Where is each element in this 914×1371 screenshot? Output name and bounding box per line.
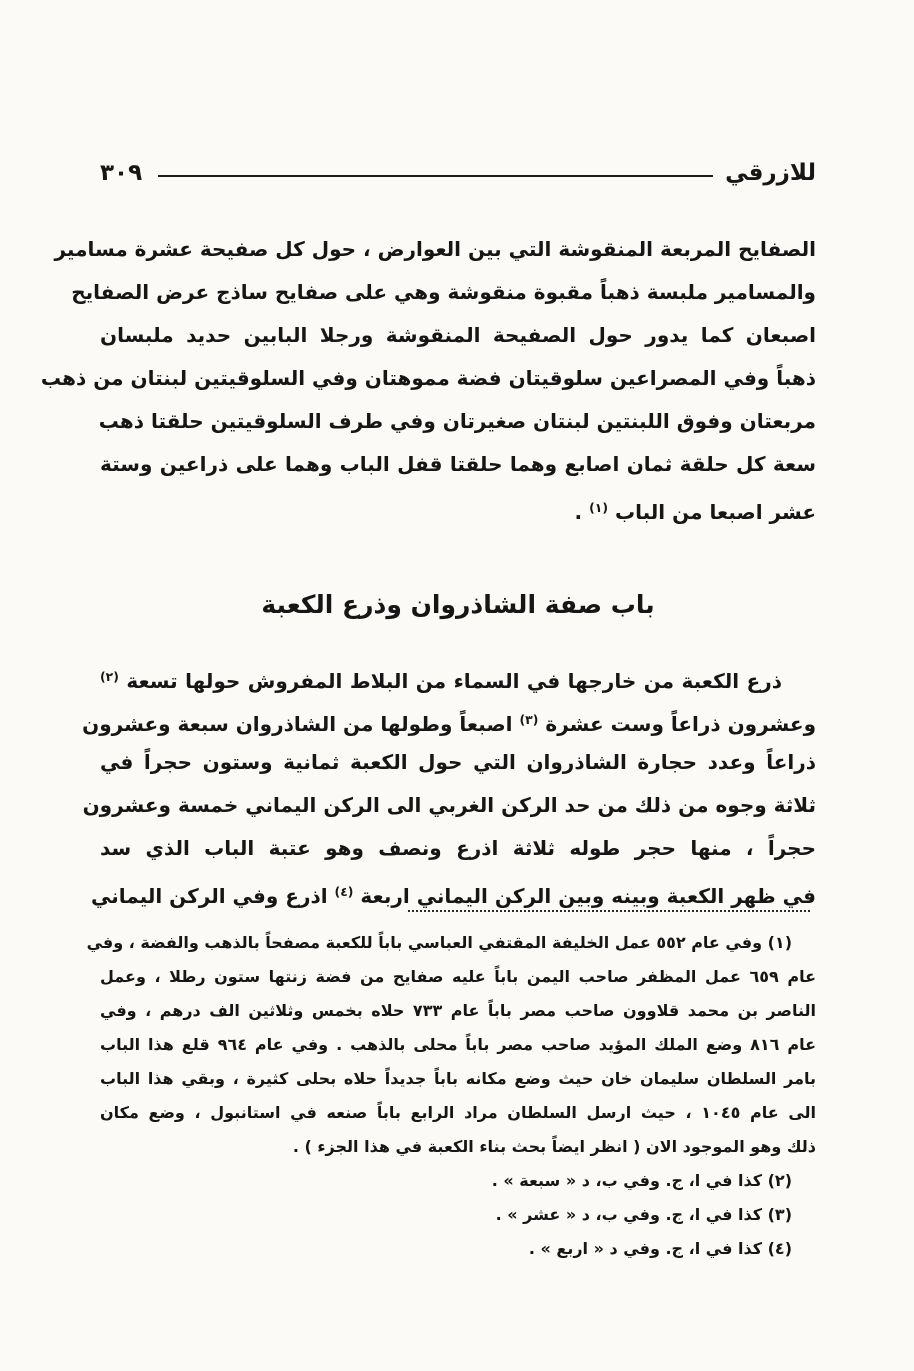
- section-heading: باب صفة الشاذروان وذرع الكعبة: [261, 590, 655, 619]
- text-line: سعة كل حلقة ثمان اصابع وهما حلقتا قفل الباب وهما على ذراعين وستة: [100, 452, 816, 476]
- text-line: اصبعان كما يدور حول الصفيحة المنقوشة ورجلا البابين حديد ملبسان: [100, 323, 816, 347]
- text-line: ثلاثة وجوه من ذلك من حد الركن الغربي الى الركن اليماني خمسة وعشرون: [82, 793, 816, 817]
- running-title: للازرقي: [725, 160, 816, 186]
- footnote-1-line: الى عام ١٠٤٥ ، حيث ارسل السلطان مراد الرابع باباً صنعه في استانبول ، وضع مكان: [100, 1103, 817, 1122]
- footnote-reference: (١): [589, 500, 609, 515]
- footnote-separator: [408, 910, 810, 912]
- text-line: عشر اصبعا من الباب $^{(١)}$ .: [574, 499, 816, 524]
- footnote-3: (٣) كذا في ا، ج. وفي ب، د « عشر » .: [495, 1205, 792, 1224]
- body-paragraph-2: [82, 655, 816, 913]
- text-line: ذراعاً وعدد حجارة الشاذروان التي حول الكعبة ثمانية وستون حجراً في: [100, 750, 816, 774]
- page-header: [100, 160, 816, 186]
- body-paragraph-1: [40, 228, 816, 529]
- text-line: ذرع الكعبة من خارجها في السماء من البلاط المفروش حولها تسعة $^{(٢)}$: [100, 668, 782, 693]
- footnote-4: (٤) كذا في ا، ج. وفي د « اربع » .: [528, 1239, 792, 1258]
- footnote-1-line: ذلك وهو الموجود الان ( انظر ايضاً بحث بناء الكعبة في هذا الجزء ) .: [292, 1137, 816, 1156]
- text-line: في ظهر الكعبة وبينه وبين الركن اليماني اربعة $^{(٤)}$ اذرع وفي الركن اليماني: [91, 883, 816, 908]
- text-line: مربعتان وفوق اللبنتين لبنتان صغيرتان وفي طرف السلوقيتين حلقتا ذهب: [98, 409, 816, 433]
- text-line: والمسامير ملبسة ذهباً مقبوة منقوشة وهي على صفايح ساذج عرض الصفايح: [71, 280, 816, 304]
- text-line: حجراً ، منها حجر طوله ثلاثة اذرع ونصف وهو عتبة الباب الذي سد: [100, 836, 816, 860]
- footnote-1-line: بامر السلطان سليمان خان حيث وضع مكانه باباً جديداً حلاه بحلى كثيرة ، وبقي هذا الباب: [100, 1069, 816, 1088]
- footnote-1-line: (١) وفي عام ٥٥٢ عمل الخليفة المقتفي العباسي باباً للكعبة مصفحاً بالذهب والفضة ، وفي: [86, 933, 792, 952]
- text-line: الصفايح المربعة المنقوشة التي بين العوارض ، حول كل صفيحة عشرة مسامير: [54, 237, 816, 261]
- footnote-reference: (٢): [100, 669, 119, 684]
- footnote-1-line: الناصر بن محمد قلاوون صاحب مصر باباً عام ٧٣٣ حلاه بخمس وثلاثين الف درهم ، وفي: [100, 1001, 816, 1020]
- footnotes-block: [86, 926, 817, 1266]
- text-line: ذهباً وفي المصراعين سلوقيتان فضة مموهتان وفي السلوقيتين لبنتان من ذهب: [40, 366, 816, 390]
- footnote-1-line: عام ٦٥٩ عمل المظفر صاحب اليمن باباً عليه صفايح من فضة زنتها ستون رطلا ، وعمل: [100, 967, 817, 986]
- text-line: وعشرون ذراعاً وست عشرة $^{(٣)}$ اصبعاً وطولها من الشاذروان سبعة وعشرون: [82, 711, 816, 736]
- footnote-reference: (٣): [519, 712, 539, 727]
- page-number: ٣٠٩: [100, 160, 143, 186]
- footnote-reference: (٤): [334, 884, 354, 899]
- footnote-2: (٢) كذا في ا، ج. وفي ب، د « سبعة » .: [491, 1171, 792, 1190]
- footnote-1-line: عام ٨١٦ وضع الملك المؤيد صاحب مصر باباً محلى بالذهب . وفي عام ٩٦٤ قلع هذا الباب: [100, 1035, 817, 1054]
- header-rule: [158, 175, 713, 177]
